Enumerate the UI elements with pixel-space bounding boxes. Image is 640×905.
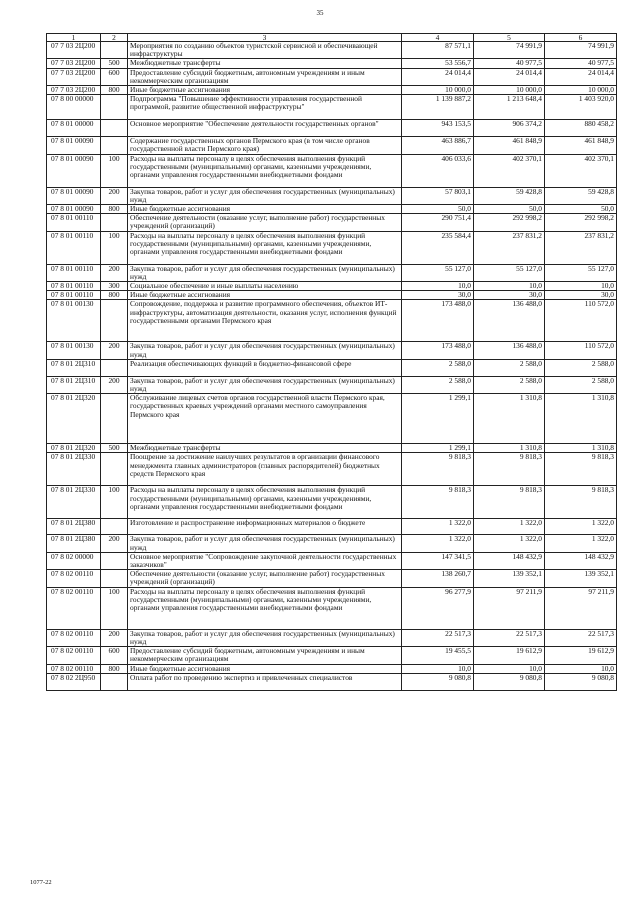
- cell-value-3: 59 428,8: [545, 187, 617, 204]
- cell-value-2: 1 310,8: [474, 394, 545, 444]
- cell-value-3: 97 211,9: [545, 587, 617, 629]
- cell-value-1: 87 571,1: [402, 42, 474, 59]
- cell-value-1: 463 886,7: [402, 137, 474, 154]
- cell-kvr: 100: [101, 587, 128, 629]
- cell-value-3: 30,0: [545, 291, 617, 300]
- cell-code: 07 8 00 00000: [47, 95, 101, 120]
- cell-name: Межбюджетные трансферты: [128, 59, 402, 68]
- cell-value-3: 55 127,0: [545, 264, 617, 281]
- cell-value-1: 147 341,5: [402, 552, 474, 569]
- cell-name: Расходы на выплаты персоналу в целях обеспечения выполнения функций государственными (муниципальными) органами, казенными учреждениями, органами управления государственными внебюджетными фондами: [128, 587, 402, 629]
- cell-value-2: 136 488,0: [474, 342, 545, 359]
- cell-code: 07 8 01 00130: [47, 300, 101, 342]
- cell-value-2: 136 488,0: [474, 300, 545, 342]
- cell-value-1: 406 033,6: [402, 154, 474, 187]
- table-row: [47, 95, 617, 120]
- cell-kvr: 100: [101, 486, 128, 519]
- cell-kvr: 200: [101, 376, 128, 393]
- cell-name: Иные бюджетные ассигнования: [128, 86, 402, 95]
- cell-value-2: 22 517,3: [474, 629, 545, 646]
- table-row: [47, 231, 617, 264]
- header-cell: 1: [47, 34, 101, 42]
- table-row: [47, 154, 617, 187]
- cell-code: 07 8 01 2Ц320: [47, 394, 101, 444]
- cell-value-3: 461 848,9: [545, 137, 617, 154]
- cell-value-1: 10,0: [402, 664, 474, 673]
- cell-value-3: 292 998,2: [545, 214, 617, 231]
- cell-value-2: 10 000,0: [474, 86, 545, 95]
- cell-kvr: [101, 42, 128, 59]
- table-row: [47, 42, 617, 59]
- cell-value-3: 1 310,8: [545, 394, 617, 444]
- cell-value-3: 1 322,0: [545, 535, 617, 552]
- cell-name: Подпрограмма "Повышение эффективности управления государственной программой, развитие общественной инфраструктуры": [128, 95, 402, 120]
- cell-value-2: 292 998,2: [474, 214, 545, 231]
- cell-name: Содержание государственных органов Пермского края (в том числе органов государственной власти Пермского края): [128, 137, 402, 154]
- cell-value-2: 9 818,3: [474, 486, 545, 519]
- cell-code: 07 8 02 00110: [47, 587, 101, 629]
- table-row: [47, 205, 617, 214]
- cell-name: Расходы на выплаты персоналу в целях обеспечения выполнения функций государственными (муниципальными) органами, казенными учреждениями, органами управления государственными внебюджетными фондами: [128, 154, 402, 187]
- cell-value-2: 24 014,4: [474, 68, 545, 85]
- cell-value-1: 173 488,0: [402, 300, 474, 342]
- cell-value-1: 1 139 887,2: [402, 95, 474, 120]
- cell-kvr: 200: [101, 187, 128, 204]
- cell-value-3: 1 403 920,0: [545, 95, 617, 120]
- cell-kvr: 500: [101, 59, 128, 68]
- cell-value-1: 1 299,1: [402, 394, 474, 444]
- cell-value-3: 880 458,2: [545, 120, 617, 137]
- table-row: [47, 647, 617, 664]
- cell-value-3: 10 000,0: [545, 86, 617, 95]
- table-row: [47, 519, 617, 535]
- cell-value-3: 2 588,0: [545, 376, 617, 393]
- table-row: [47, 570, 617, 587]
- table-row: [47, 587, 617, 629]
- cell-value-1: 290 751,4: [402, 214, 474, 231]
- cell-value-1: 1 322,0: [402, 519, 474, 535]
- cell-name: Закупка товаров, работ и услуг для обеспечения государственных (муниципальных) нужд: [128, 187, 402, 204]
- cell-code: 07 8 01 00090: [47, 205, 101, 214]
- table-row: [47, 214, 617, 231]
- cell-name: Иные бюджетные ассигнования: [128, 291, 402, 300]
- cell-kvr: 600: [101, 647, 128, 664]
- cell-value-1: 96 277,9: [402, 587, 474, 629]
- cell-value-2: 10,0: [474, 282, 545, 291]
- cell-code: 07 8 01 2Ц310: [47, 359, 101, 376]
- cell-kvr: 600: [101, 68, 128, 85]
- cell-value-3: 148 432,9: [545, 552, 617, 569]
- cell-code: 07 8 01 00090: [47, 154, 101, 187]
- cell-value-2: 906 374,2: [474, 120, 545, 137]
- cell-value-3: 9 818,3: [545, 453, 617, 486]
- cell-code: 07 8 02 00110: [47, 647, 101, 664]
- cell-kvr: 200: [101, 342, 128, 359]
- cell-kvr: [101, 552, 128, 569]
- cell-value-1: 2 588,0: [402, 376, 474, 393]
- cell-name: Закупка товаров, работ и услуг для обеспечения государственных (муниципальных) нужд: [128, 342, 402, 359]
- table-row: [47, 300, 617, 342]
- cell-code: 07 8 02 00000: [47, 552, 101, 569]
- cell-code: 07 8 01 00090: [47, 187, 101, 204]
- header-cell: 6: [545, 34, 617, 42]
- cell-value-1: 55 127,0: [402, 264, 474, 281]
- cell-value-1: 24 014,4: [402, 68, 474, 85]
- table-row: [47, 486, 617, 519]
- cell-kvr: 100: [101, 231, 128, 264]
- cell-kvr: 200: [101, 535, 128, 552]
- cell-code: 07 8 01 00110: [47, 214, 101, 231]
- table-row: [47, 59, 617, 68]
- cell-name: Оплата работ по проведению экспертиз и привлеченных специалистов: [128, 673, 402, 690]
- cell-value-2: 74 991,9: [474, 42, 545, 59]
- cell-value-1: 1 299,1: [402, 444, 474, 453]
- cell-value-1: 2 588,0: [402, 359, 474, 376]
- cell-value-1: 53 556,7: [402, 59, 474, 68]
- cell-value-2: 2 588,0: [474, 376, 545, 393]
- cell-name: Иные бюджетные ассигнования: [128, 664, 402, 673]
- cell-value-2: 1 213 648,4: [474, 95, 545, 120]
- table-row: [47, 394, 617, 444]
- cell-value-2: 2 588,0: [474, 359, 545, 376]
- cell-name: Предоставление субсидий бюджетным, автономным учреждениям и иным некоммерческим организациям: [128, 647, 402, 664]
- cell-kvr: [101, 95, 128, 120]
- cell-value-3: 2 588,0: [545, 359, 617, 376]
- cell-name: Сопровождение, поддержка и развитие программного обеспечения, объектов ИТ-инфраструктуры, автоматизация деятельности, оказания услуг, исполнения функций государственными органами Пермского края: [128, 300, 402, 342]
- table-row: [47, 535, 617, 552]
- cell-kvr: 300: [101, 282, 128, 291]
- cell-value-3: 22 517,3: [545, 629, 617, 646]
- table-row: [47, 137, 617, 154]
- cell-value-1: 10,0: [402, 282, 474, 291]
- cell-name: Изготовление и распространение информационных материалов о бюджете: [128, 519, 402, 535]
- cell-code: 07 8 01 2Ц380: [47, 535, 101, 552]
- table-row: [47, 444, 617, 453]
- cell-kvr: [101, 673, 128, 690]
- cell-value-2: 40 977,5: [474, 59, 545, 68]
- cell-name: Социальное обеспечение и иные выплаты населению: [128, 282, 402, 291]
- cell-value-2: 19 612,9: [474, 647, 545, 664]
- cell-value-1: 22 517,3: [402, 629, 474, 646]
- cell-name: Поощрение за достижение наилучших результатов в организации финансового менеджмента главных администраторов (главных распорядителей) бюджетных средств Пермского края: [128, 453, 402, 486]
- cell-value-3: 1 322,0: [545, 519, 617, 535]
- cell-value-2: 1 322,0: [474, 535, 545, 552]
- cell-value-1: 10 000,0: [402, 86, 474, 95]
- cell-value-2: 237 831,2: [474, 231, 545, 264]
- cell-code: 07 8 02 00110: [47, 570, 101, 587]
- cell-code: 07 8 01 00090: [47, 137, 101, 154]
- table-row: [47, 86, 617, 95]
- cell-value-1: 57 803,1: [402, 187, 474, 204]
- cell-value-1: 9 818,3: [402, 486, 474, 519]
- cell-name: Закупка товаров, работ и услуг для обеспечения государственных (муниципальных) нужд: [128, 264, 402, 281]
- cell-value-3: 237 831,2: [545, 231, 617, 264]
- cell-value-3: 19 612,9: [545, 647, 617, 664]
- cell-kvr: 100: [101, 154, 128, 187]
- cell-kvr: [101, 137, 128, 154]
- cell-value-2: 9 080,8: [474, 673, 545, 690]
- cell-value-3: 9 080,8: [545, 673, 617, 690]
- table-row: [47, 264, 617, 281]
- cell-value-3: 110 572,0: [545, 300, 617, 342]
- table-row: [47, 342, 617, 359]
- cell-value-2: 97 211,9: [474, 587, 545, 629]
- cell-value-3: 74 991,9: [545, 42, 617, 59]
- cell-value-1: 50,0: [402, 205, 474, 214]
- table-row: [47, 291, 617, 300]
- header-cell: 5: [474, 34, 545, 42]
- table-row: [47, 68, 617, 85]
- cell-kvr: [101, 120, 128, 137]
- cell-kvr: [101, 453, 128, 486]
- cell-kvr: [101, 300, 128, 342]
- cell-name: Закупка товаров, работ и услуг для обеспечения государственных (муниципальных) нужд: [128, 629, 402, 646]
- cell-value-2: 10,0: [474, 664, 545, 673]
- cell-kvr: 200: [101, 629, 128, 646]
- cell-value-1: 30,0: [402, 291, 474, 300]
- cell-name: Основное мероприятие "Сопровождение закупочной деятельности государственных заказчиков": [128, 552, 402, 569]
- cell-code: 07 7 03 2Ц200: [47, 42, 101, 59]
- cell-kvr: 800: [101, 205, 128, 214]
- cell-name: Основное мероприятие "Обеспечение деятельности государственных органов": [128, 120, 402, 137]
- cell-code: 07 8 01 00130: [47, 342, 101, 359]
- table-row: [47, 673, 617, 690]
- cell-value-3: 139 352,1: [545, 570, 617, 587]
- cell-value-1: 235 584,4: [402, 231, 474, 264]
- cell-value-1: 9 080,8: [402, 673, 474, 690]
- cell-value-2: 1 310,8: [474, 444, 545, 453]
- cell-kvr: 200: [101, 264, 128, 281]
- cell-code: 07 7 03 2Ц200: [47, 86, 101, 95]
- cell-value-3: 402 370,1: [545, 154, 617, 187]
- table-row: [47, 629, 617, 646]
- cell-value-2: 461 848,9: [474, 137, 545, 154]
- cell-code: 07 8 01 2Ц310: [47, 376, 101, 393]
- cell-code: 07 8 01 00000: [47, 120, 101, 137]
- cell-code: 07 8 02 00110: [47, 629, 101, 646]
- cell-code: 07 8 02 2Ц950: [47, 673, 101, 690]
- cell-value-1: 9 818,3: [402, 453, 474, 486]
- cell-value-2: 30,0: [474, 291, 545, 300]
- cell-code: 07 7 03 2Ц200: [47, 59, 101, 68]
- page-number: 35: [316, 9, 324, 17]
- cell-name: Обеспечение деятельности (оказание услуг, выполнение работ) государственных учреждений (организаций): [128, 570, 402, 587]
- header-row: [47, 34, 617, 42]
- cell-value-3: 9 818,3: [545, 486, 617, 519]
- cell-kvr: 800: [101, 86, 128, 95]
- header-cell: 4: [402, 34, 474, 42]
- cell-kvr: 800: [101, 291, 128, 300]
- table-row: [47, 552, 617, 569]
- cell-code: 07 7 03 2Ц200: [47, 68, 101, 85]
- cell-value-2: 139 352,1: [474, 570, 545, 587]
- cell-name: Межбюджетные трансферты: [128, 444, 402, 453]
- cell-kvr: [101, 570, 128, 587]
- document-footer: 1077-22: [30, 879, 52, 886]
- cell-code: 07 8 01 00110: [47, 282, 101, 291]
- cell-kvr: [101, 359, 128, 376]
- cell-name: Закупка товаров, работ и услуг для обеспечения государственных (муниципальных) нужд: [128, 535, 402, 552]
- cell-value-2: 59 428,8: [474, 187, 545, 204]
- cell-value-2: 9 818,3: [474, 453, 545, 486]
- cell-code: 07 8 01 2Ц380: [47, 519, 101, 535]
- budget-table: [46, 33, 617, 691]
- cell-value-2: 148 432,9: [474, 552, 545, 569]
- cell-value-2: 402 370,1: [474, 154, 545, 187]
- cell-kvr: [101, 394, 128, 444]
- cell-value-2: 50,0: [474, 205, 545, 214]
- cell-name: Расходы на выплаты персоналу в целях обеспечения выполнения функций государственными (муниципальными) органами, казенными учреждениями, органами управления государственными внебюджетными фондами: [128, 486, 402, 519]
- cell-value-1: 943 153,5: [402, 120, 474, 137]
- cell-value-3: 1 310,8: [545, 444, 617, 453]
- cell-name: Обеспечение деятельности (оказание услуг, выполнение работ) государственных учреждений (организаций): [128, 214, 402, 231]
- cell-value-1: 19 455,5: [402, 647, 474, 664]
- cell-value-3: 110 572,0: [545, 342, 617, 359]
- cell-name: Реализация обеспечивающих функций в бюджетно-финансовой сфере: [128, 359, 402, 376]
- cell-code: 07 8 01 2Ц320: [47, 444, 101, 453]
- cell-name: Иные бюджетные ассигнования: [128, 205, 402, 214]
- cell-code: 07 8 01 00110: [47, 264, 101, 281]
- table-row: [47, 664, 617, 673]
- cell-kvr: [101, 214, 128, 231]
- cell-value-3: 10,0: [545, 664, 617, 673]
- cell-value-2: 1 322,0: [474, 519, 545, 535]
- table-row: [47, 453, 617, 486]
- table-row: [47, 120, 617, 137]
- cell-code: 07 8 01 2Ц330: [47, 486, 101, 519]
- cell-code: 07 8 01 2Ц330: [47, 453, 101, 486]
- cell-kvr: 800: [101, 664, 128, 673]
- table-row: [47, 376, 617, 393]
- cell-code: 07 8 02 00110: [47, 664, 101, 673]
- cell-name: Обслуживание лицевых счетов органов государственной власти Пермского края, государственных краевых учреждений органами местного самоуправления Пермского края: [128, 394, 402, 444]
- cell-value-1: 138 260,7: [402, 570, 474, 587]
- cell-name: Расходы на выплаты персоналу в целях обеспечения выполнения функций государственными (муниципальными) органами, казенными учреждениями, органами управления государственными внебюджетными фондами: [128, 231, 402, 264]
- cell-value-1: 173 488,0: [402, 342, 474, 359]
- cell-code: 07 8 01 00110: [47, 231, 101, 264]
- cell-value-3: 24 014,4: [545, 68, 617, 85]
- cell-kvr: [101, 519, 128, 535]
- cell-value-2: 55 127,0: [474, 264, 545, 281]
- cell-kvr: 500: [101, 444, 128, 453]
- cell-name: Мероприятия по созданию объектов туристской сервисной и обеспечивающей инфраструктуры: [128, 42, 402, 59]
- cell-name: Предоставление субсидий бюджетным, автономным учреждениям и иным некоммерческим организациям: [128, 68, 402, 85]
- table-row: [47, 359, 617, 376]
- header-cell: 2: [101, 34, 128, 42]
- cell-value-3: 10,0: [545, 282, 617, 291]
- cell-value-1: 1 322,0: [402, 535, 474, 552]
- cell-value-3: 40 977,5: [545, 59, 617, 68]
- cell-name: Закупка товаров, работ и услуг для обеспечения государственных (муниципальных) нужд: [128, 376, 402, 393]
- cell-code: 07 8 01 00110: [47, 291, 101, 300]
- cell-value-3: 50,0: [545, 205, 617, 214]
- table-row: [47, 187, 617, 204]
- table-row: [47, 282, 617, 291]
- header-cell: 3: [128, 34, 402, 42]
